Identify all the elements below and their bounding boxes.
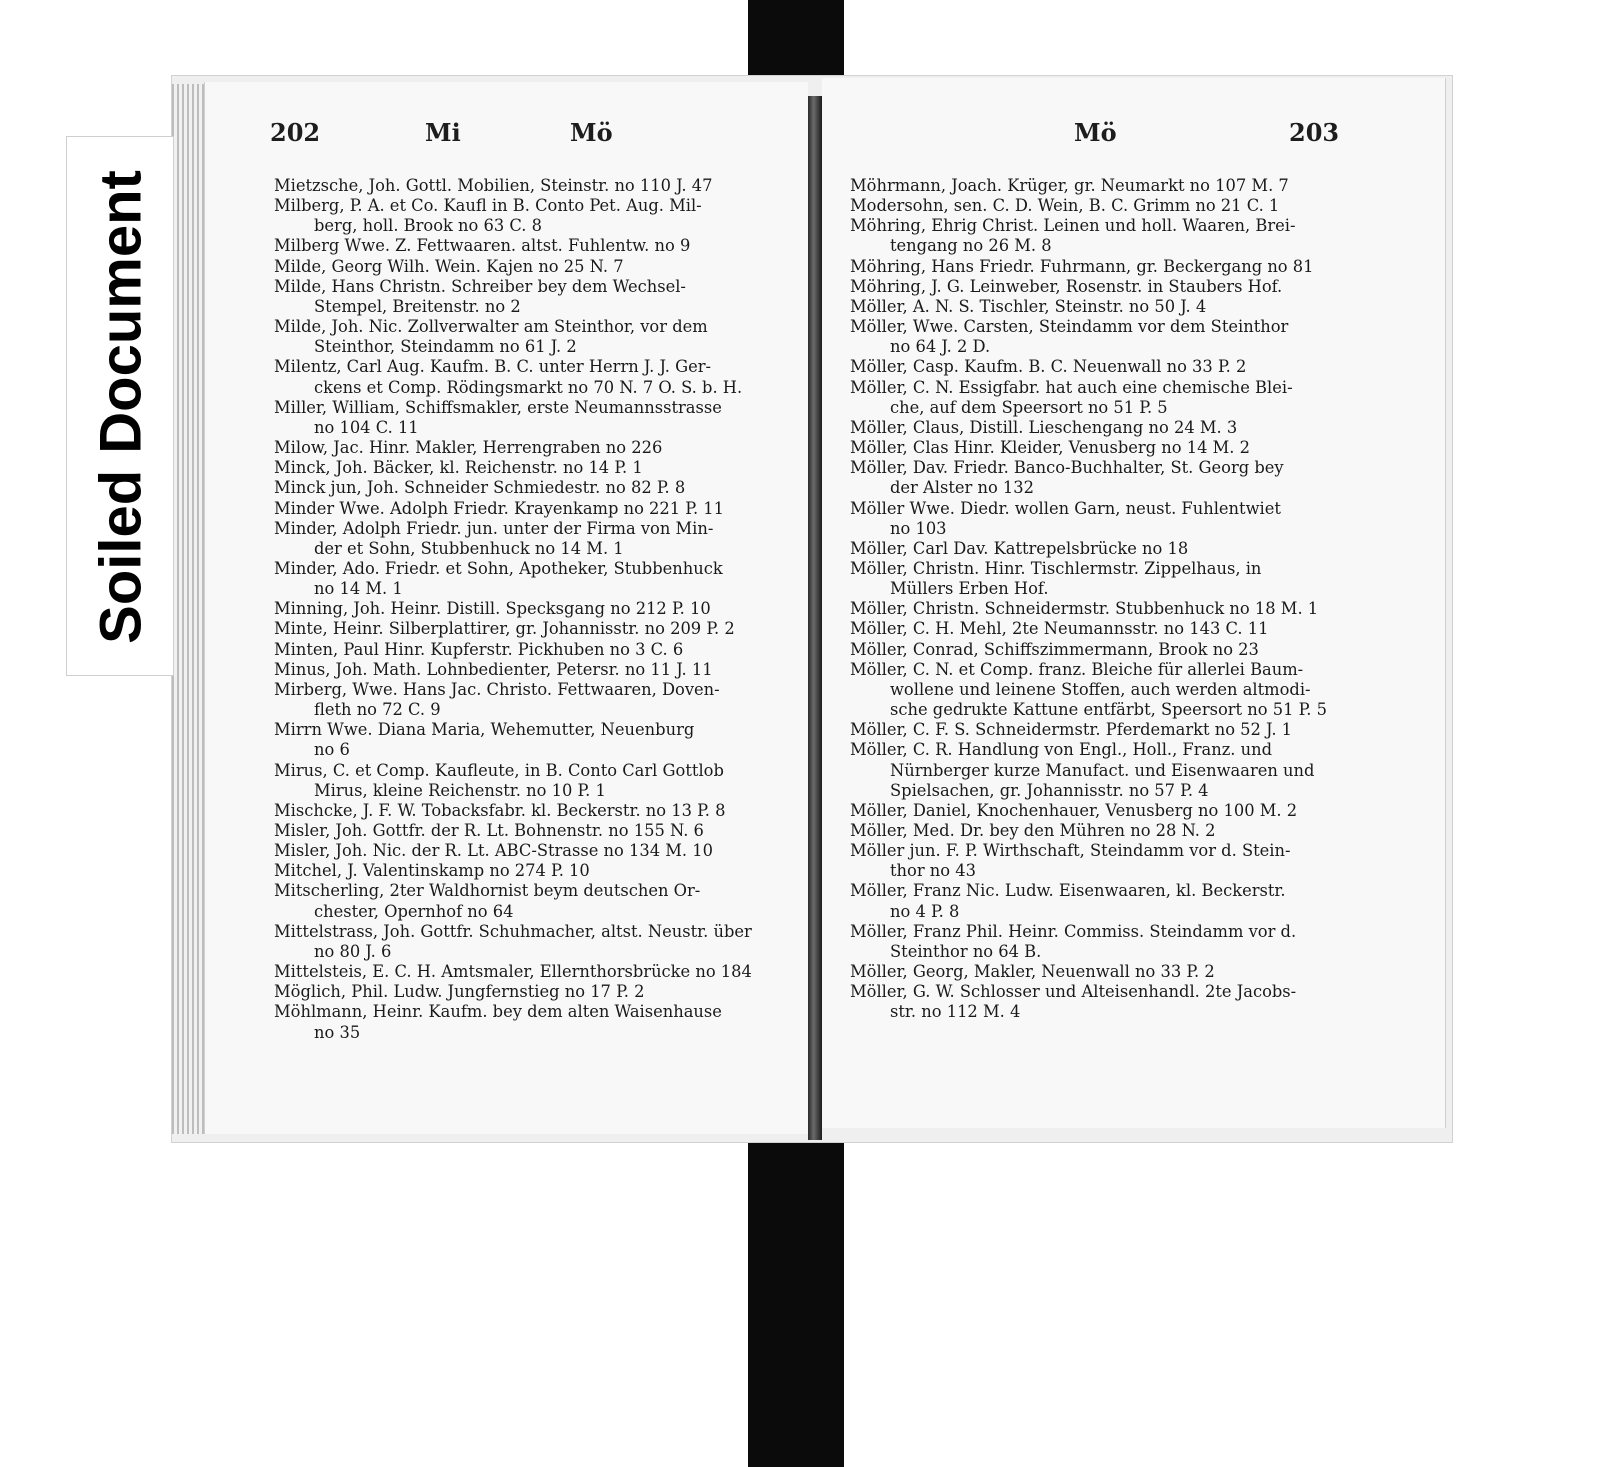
book-gutter [808,96,822,1140]
binder-clip-bottom [748,1140,844,1467]
directory-entry-line: Mischcke, J. F. W. Tobacksfabr. kl. Beckerstr. no 13 P. 8 [274,800,726,820]
directory-entry-line: Möller, Dav. Friedr. Banco-Buchhalter, St. Georg bey [850,458,1284,478]
directory-entry-line: Stempel, Breitenstr. no 2 [314,296,521,316]
directory-entry-line: Möller, A. N. S. Tischler, Steinstr. no 50 J. 4 [850,296,1207,316]
directory-entry-line: Milde, Joh. Nic. Zollverwalter am Steinthor, vor dem [274,317,708,337]
directory-entry-line: Möller, C. N. et Comp. franz. Bleiche für allerlei Baum- [850,659,1304,679]
directory-entry-line: Möhrmann, Joach. Krüger, gr. Neumarkt no 107 M. 7 [850,176,1289,195]
directory-entry-line: Möller, C. H. Mehl, 2te Neumannsstr. no 143 C. 11 [850,619,1269,639]
directory-entry-line: Möller, Franz Phil. Heinr. Commiss. Steindamm vor d. [850,921,1297,941]
directory-entry-line: tengang no 26 M. 8 [890,236,1052,256]
directory-entry-line: Modersohn, sen. C. D. Wein, B. C. Grimm no 21 C. 1 [850,196,1280,216]
soiled-document-label [66,136,174,676]
directory-entry-line: Minte, Heinr. Silberplattirer, gr. Johannisstr. no 209 P. 2 [274,619,735,639]
directory-entry-line: Minning, Joh. Heinr. Distill. Specksgang no 212 P. 10 [274,599,711,619]
directory-entry-line: Möller, Georg, Makler, Neuenwall no 33 P. 2 [850,962,1215,982]
directory-entry-line: Möller, Wwe. Carsten, Steindamm vor dem Steinthor [850,317,1289,337]
directory-entry-line: Möhring, Ehrig Christ. Leinen und holl. Waaren, Brei- [850,216,1296,236]
directory-entry-line: Möller, Med. Dr. bey den Mühren no 28 N. 2 [850,821,1216,840]
directory-entry-line: Möller, G. W. Schlosser und Alteisenhandl. 2te Jacobs- [850,982,1297,1002]
directory-entry-line: Minten, Paul Hinr. Kupferstr. Pickhuben no 3 C. 6 [274,639,684,659]
directory-entry-line: Möller, Casp. Kaufm. B. C. Neuenwall no 33 P. 2 [850,357,1247,377]
directory-entry-line: Milberg, P. A. et Co. Kaufl in B. Conto Pet. Aug. Mil- [274,196,702,216]
directory-entry-line: Minus, Joh. Math. Lohnbedienter, Petersr. no 11 J. 11 [274,659,713,679]
directory-entry-line: Möhring, Hans Friedr. Fuhrmann, gr. Beckergang no 81 [850,256,1314,276]
directory-entry-line: no 35 [314,1022,361,1042]
directory-entry-line: no 103 [890,518,947,538]
directory-entry-line: Minder, Adolph Friedr. jun. unter der Firma von Min- [274,518,714,538]
directory-entry-line: der et Sohn, Stubbenhuck no 14 M. 1 [314,538,624,558]
directory-entry-line: wollene und leinene Stoffen, auch werden altmodi- [890,679,1311,699]
directory-entry-line: Misler, Joh. Nic. der R. Lt. ABC-Strasse no 134 M. 10 [274,841,713,861]
directory-entry-line: Möller, Daniel, Knochenhauer, Venusberg no 100 M. 2 [850,800,1298,820]
directory-entry-line: Nürnberger kurze Manufact. und Eisenwaaren und [890,760,1315,780]
directory-entry-line: Möhlmann, Heinr. Kaufm. bey dem alten Waisenhause [274,1002,722,1022]
directory-entry-line: Möller, C. R. Handlung von Engl., Holl., Franz. und [850,740,1273,760]
directory-entry-line: Möller, C. F. S. Schneidermstr. Pferdemarkt no 52 J. 1 [850,720,1293,740]
left-running-head-start: Mi [425,118,461,147]
directory-entry-line: Milow, Jac. Hinr. Makler, Herrengraben no 226 [274,438,663,458]
left-page-number: 202 [270,118,321,147]
directory-entry-line: no 4 P. 8 [890,901,960,921]
directory-entry-line: Möller, C. N. Essigfabr. hat auch eine chemische Blei- [850,377,1293,397]
directory-entry-line: Miller, William, Schiffsmakler, erste Neumannsstrasse [274,397,722,417]
directory-entry-line: Minder Wwe. Adolph Friedr. Krayenkamp no 221 P. 11 [274,498,725,518]
directory-entry-line: Müllers Erben Hof. [890,579,1049,599]
directory-entry-line: Mittelsteis, E. C. H. Amtsmaler, Ellernthorsbrücke no 184 [274,962,752,982]
label-text: Soiled Document [88,170,154,644]
left-directory-entries [274,176,779,1043]
directory-entry-line: Mirrn Wwe. Diana Maria, Wehemutter, Neuenburg [274,720,695,740]
directory-entry-line: Möller Wwe. Diedr. wollen Garn, neust. Fuhlentwiet [850,498,1281,518]
directory-entry-line: Möhring, J. G. Leinweber, Rosenstr. in Staubers Hof. [850,276,1283,296]
directory-entry-line: Möller, Conrad, Schiffszimmermann, Brook no 23 [850,639,1259,659]
directory-entry-line: Milde, Hans Christn. Schreiber bey dem Wechsel- [274,276,686,296]
directory-entry-line: berg, holl. Brook no 63 C. 8 [314,216,543,236]
directory-entry-line: Möglich, Phil. Ludw. Jungfernstieg no 17 P. 2 [274,982,645,1002]
right-directory-entries [850,176,1370,1023]
directory-entry-line: Mittelstrass, Joh. Gottfr. Schuhmacher, altst. Neustr. über [274,921,752,941]
directory-entry-line: Möller, Carl Dav. Kattrepelsbrücke no 18 [850,538,1189,558]
directory-entry-line: Möller, Franz Nic. Ludw. Eisenwaaren, kl. Beckerstr. [850,881,1286,901]
directory-entry-line: chester, Opernhof no 64 [314,901,514,921]
directory-entry-line: no 6 [314,740,350,760]
directory-entry-line: Minck jun, Joh. Schneider Schmiedestr. no 82 P. 8 [274,478,686,498]
directory-entry-line: Minck, Joh. Bäcker, kl. Reichenstr. no 14 P. 1 [274,458,643,478]
directory-entry-line: Steinthor no 64 B. [890,941,1042,961]
directory-entry-line: no 14 M. 1 [314,579,403,599]
directory-entry-line: Milberg Wwe. Z. Fettwaaren. altst. Fuhlentw. no 9 [274,236,691,256]
directory-entry-line: Minder, Ado. Friedr. et Sohn, Apotheker, Stubbenhuck [274,558,723,578]
directory-entry-line: thor no 43 [890,861,976,881]
directory-entry-line: Steinthor, Steindamm no 61 J. 2 [314,337,577,357]
directory-entry-line: Möller, Clas Hinr. Kleider, Venusberg no 14 M. 2 [850,438,1251,458]
directory-entry-line: str. no 112 M. 4 [890,1002,1021,1022]
directory-entry-line: Möller, Christn. Hinr. Tischlermstr. Zippelhaus, in [850,558,1262,578]
directory-entry-line: Milde, Georg Wilh. Wein. Kajen no 25 N. 7 [274,256,624,276]
directory-entry-line: Möller jun. F. P. Wirthschaft, Steindamm vor d. Stein- [850,841,1291,861]
directory-entry-line: ckens et Comp. Rödingsmarkt no 70 N. 7 O. S. b. H. [314,377,743,397]
directory-entry-line: no 80 J. 6 [314,941,392,961]
directory-entry-line: Mirus, C. et Comp. Kaufleute, in B. Conto Carl Gottlob [274,760,724,780]
directory-entry-line: no 64 J. 2 D. [890,337,991,357]
directory-entry-line: Mirberg, Wwe. Hans Jac. Christo. Fettwaaren, Doven- [274,679,720,699]
right-running-head: Mö [1074,118,1117,147]
left-running-head-end: Mö [570,118,613,147]
directory-entry-line: fleth no 72 C. 9 [314,700,441,720]
directory-entry-line: der Alster no 132 [890,478,1035,498]
directory-entry-line: Mitscherling, 2ter Waldhornist beym deutschen Or- [274,881,701,901]
directory-entry-line: Misler, Joh. Gottfr. der R. Lt. Bohnenstr. no 155 N. 6 [274,821,704,840]
directory-entry-line: Mirus, kleine Reichenstr. no 10 P. 1 [314,780,606,800]
directory-entry-line: Milentz, Carl Aug. Kaufm. B. C. unter Herrn J. J. Ger- [274,357,712,377]
directory-entry-line: Mietzsche, Joh. Gottl. Mobilien, Steinstr. no 110 J. 47 [274,176,713,195]
directory-entry-line: Möller, Claus, Distill. Lieschengang no 24 M. 3 [850,417,1238,437]
right-page-number: 203 [1289,118,1340,147]
directory-entry-line: Möller, Christn. Schneidermstr. Stubbenhuck no 18 M. 1 [850,599,1319,619]
directory-entry-line: Spielsachen, gr. Johannisstr. no 57 P. 4 [890,780,1209,800]
directory-entry-line: Mitchel, J. Valentinskamp no 274 P. 10 [274,861,590,881]
directory-entry-line: sche gedrukte Kattune entfärbt, Speersort no 51 P. 5 [890,700,1327,720]
directory-entry-line: no 104 C. 11 [314,417,419,437]
directory-entry-line: che, auf dem Speersort no 51 P. 5 [890,397,1168,417]
